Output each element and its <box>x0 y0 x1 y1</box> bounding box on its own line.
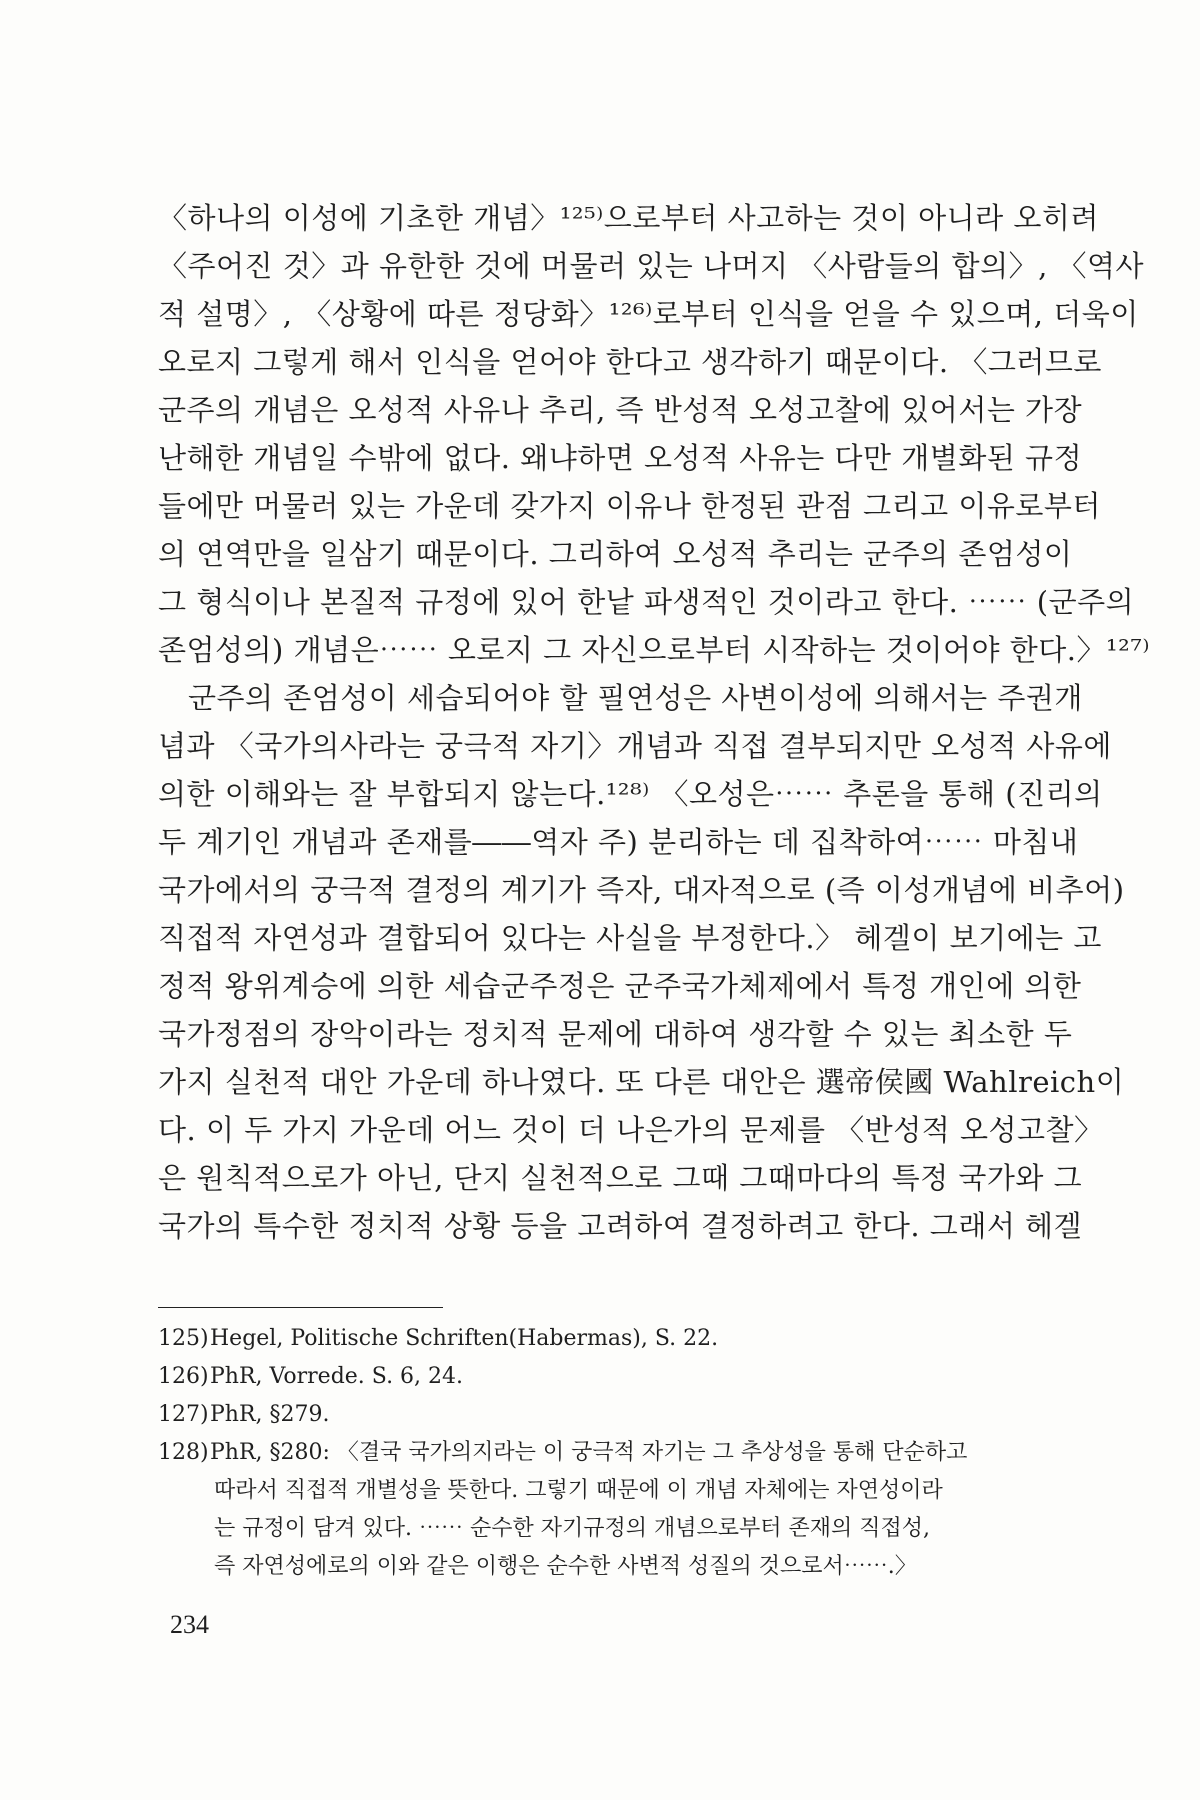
text-line: 존엄성의) 개념은⋯⋯ 오로지 그 자신으로부터 시작하는 것이어야 한다.〉¹²⁷⁾ <box>158 633 1150 667</box>
footnote <box>158 1320 1048 1358</box>
footnote-continuation: 는 규정이 담겨 있다. ⋯⋯ 순수한 자기규정의 개념으로부터 존재의 직접성, <box>214 1516 930 1541</box>
text-line: 그 형식이나 본질적 규정에 있어 한낱 파생적인 것이라고 한다. ⋯⋯ (군주의 <box>158 585 1135 619</box>
text-line: 가지 실천적 대안 가운데 하나였다. 또 다른 대안은 選帝侯國 Wahlreich이 <box>158 1065 1125 1099</box>
text-line: 국가정점의 장악이라는 정치적 문제에 대하여 생각할 수 있는 최소한 두 <box>158 1017 1073 1051</box>
page-number: 234 <box>170 1610 209 1639</box>
footnote-divider <box>158 1307 443 1308</box>
text-line: 직접적 자연성과 결합되어 있다는 사실을 부정한다.〉 헤겔이 보기에는 고 <box>158 921 1102 955</box>
text-line: 다. 이 두 가지 가운데 어느 것이 더 나은가의 문제를 〈반성적 오성고찰〉 <box>158 1113 1104 1147</box>
text-line: 난해한 개념일 수밖에 없다. 왜냐하면 오성적 사유는 다만 개별화된 규정 <box>158 441 1083 475</box>
text-line: 적 설명〉, 〈상황에 따른 정당화〉¹²⁶⁾로부터 인식을 얻을 수 있으며, 더욱이 <box>158 297 1139 331</box>
footnote-number: 128) <box>158 1440 209 1465</box>
text-line: 〈주어진 것〉과 유한한 것에 머물러 있는 나머지 〈사람들의 합의〉, 〈역사 <box>158 249 1145 283</box>
text-line: 념과 〈국가의사라는 궁극적 자기〉개념과 직접 결부되지만 오성적 사유에 <box>158 729 1112 763</box>
footnote <box>158 1396 1048 1434</box>
text-line: 정적 왕위계승에 의한 세습군주정은 군주국가체제에서 특정 개인에 의한 <box>158 969 1082 1003</box>
text-line: 군주의 개념은 오성적 사유나 추리, 즉 반성적 오성고찰에 있어서는 가장 <box>158 393 1083 427</box>
main-text <box>158 194 1150 1250</box>
footnote <box>158 1434 1048 1472</box>
footnote-number: 125) <box>158 1326 209 1351</box>
footnote-text: PhR, §279. <box>210 1402 330 1427</box>
text-line: 국가에서의 궁극적 결정의 계기가 즉자, 대자적으로 (즉 이성개념에 비추어) <box>158 873 1125 907</box>
text-line: 국가의 특수한 정치적 상황 등을 고려하여 결정하려고 한다. 그래서 헤겔 <box>158 1209 1083 1243</box>
footnote-text: PhR, §280: 〈결국 국가의지라는 이 궁극적 자기는 그 추상성을 통해 단순하고 <box>210 1440 968 1465</box>
footnote-continuation: 따라서 직접적 개별성을 뜻한다. 그렇기 때문에 이 개념 자체에는 자연성이라 <box>214 1478 943 1503</box>
footnote-continuation: 즉 자연성에로의 이와 같은 이행은 순수한 사변적 성질의 것으로서⋯⋯.〉 <box>214 1554 917 1579</box>
footnote-text: Hegel, Politische Schriften(Habermas), S. 22. <box>210 1326 719 1351</box>
footnote <box>158 1358 1048 1396</box>
text-line: 〈하나의 이성에 기초한 개념〉¹²⁵⁾으로부터 사고하는 것이 아니라 오히려 <box>158 201 1099 235</box>
text-line: 들에만 머물러 있는 가운데 갖가지 이유나 한정된 관점 그리고 이유로부터 <box>158 489 1101 523</box>
footnote-number: 127) <box>158 1402 209 1427</box>
footnotes <box>158 1320 1048 1586</box>
footnote-number: 126) <box>158 1364 209 1389</box>
text-line: 의한 이해와는 잘 부합되지 않는다.¹²⁸⁾ 〈오성은⋯⋯ 추론을 통해 (진리의 <box>158 777 1103 811</box>
text-line: 의 연역만을 일삼기 때문이다. 그리하여 오성적 추리는 군주의 존엄성이 <box>158 537 1073 571</box>
text-line: 은 원칙적으로가 아닌, 단지 실천적으로 그때 그때마다의 특정 국가와 그 <box>158 1161 1083 1195</box>
text-line: 두 계기인 개념과 존재를――역자 주) 분리하는 데 집착하여⋯⋯ 마침내 <box>158 825 1079 859</box>
text-line: 군주의 존엄성이 세습되어야 할 필연성은 사변이성에 의해서는 주권개 <box>188 681 1083 715</box>
footnote-text: PhR, Vorrede. S. 6, 24. <box>210 1364 464 1389</box>
text-line: 오로지 그렇게 해서 인식을 얻어야 한다고 생각하기 때문이다. 〈그러므로 <box>158 345 1102 379</box>
